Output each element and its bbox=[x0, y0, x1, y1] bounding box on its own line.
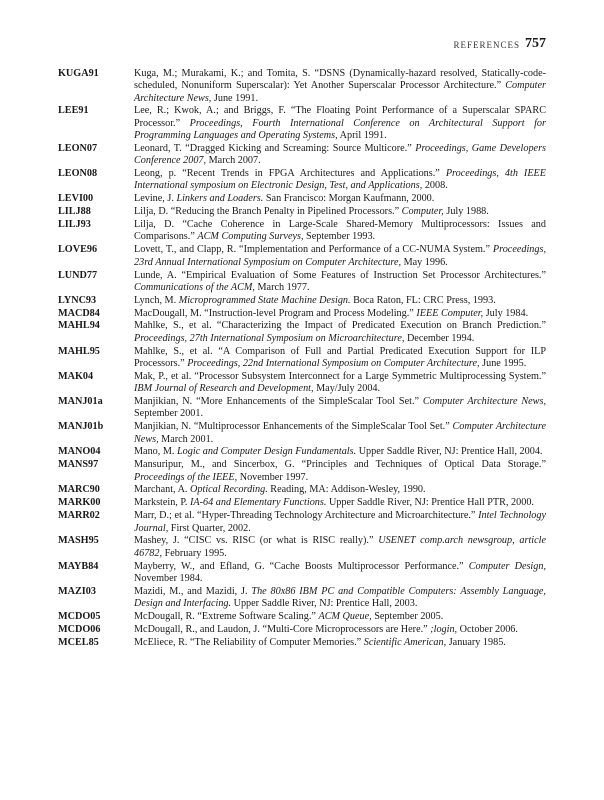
reference-entry bbox=[0, 105, 604, 142]
reference-citation bbox=[134, 105, 546, 142]
reference-citation bbox=[134, 206, 546, 218]
citation-text: Leonard, T. “Dragged Kicking and Screaming: Source Multicore.” bbox=[134, 142, 416, 154]
citation-text: Mahlke, S., et al. “Characterizing the Impact of Predicated Execution on Branch Prediction.” bbox=[134, 320, 546, 332]
reference-key: LEVI00 bbox=[58, 193, 94, 205]
reference-entry bbox=[0, 637, 604, 649]
reference-key: MCEL85 bbox=[58, 636, 99, 648]
reference-entry bbox=[0, 535, 604, 560]
citation-text: Lunde, A. “Empirical Evaluation of Some Features of Instruction Set Processor Architectures.” bbox=[134, 269, 546, 281]
reference-citation bbox=[134, 396, 546, 421]
citation-source: Computer Design, bbox=[468, 560, 546, 572]
citation-text: Mano, M. bbox=[134, 446, 178, 458]
citation-text: Markstein, P. bbox=[134, 497, 191, 509]
citation-source: Computer Architecture News, bbox=[134, 80, 546, 104]
reference-entry bbox=[0, 561, 604, 586]
reference-entry bbox=[0, 624, 604, 636]
citation-text: Lee, R.; Kwok, A.; and Briggs, F. “The Floating Point Performance of a Superscalar SPARC Processor.” bbox=[134, 105, 546, 129]
reference-key: LUND77 bbox=[58, 269, 98, 281]
reference-key: MARK00 bbox=[58, 497, 101, 509]
reference-key: MANO04 bbox=[58, 446, 101, 458]
citation-text: April 1991. bbox=[337, 130, 387, 142]
citation-text: March 2001. bbox=[158, 433, 214, 445]
citation-text: October 2006. bbox=[457, 623, 518, 635]
reference-key: LYNC93 bbox=[58, 294, 97, 306]
reference-key: MASH95 bbox=[58, 535, 99, 547]
citation-text: Mashey, J. “CISC vs. RISC (or what is RISC really).” bbox=[134, 535, 379, 547]
reference-entry bbox=[0, 459, 604, 484]
reference-entry bbox=[0, 68, 604, 105]
citation-source: Proceedings, 4th IEEE International symposium on Electronic Design, Test, and Applications, bbox=[134, 168, 546, 192]
citation-source: Proceedings, Game Developers Conference 2007, bbox=[134, 142, 546, 167]
citation-text: Manjikian, N. “More Enhancements of the SimpleScalar Tool Set.” bbox=[134, 396, 423, 408]
reference-key: MAZI03 bbox=[58, 585, 96, 597]
citation-text: September 2001. bbox=[134, 408, 204, 420]
citation-source: ;login, bbox=[430, 623, 458, 635]
reference-key: LEON08 bbox=[58, 168, 98, 180]
citation-text: January 1985. bbox=[446, 636, 506, 648]
citation-text: Kuga, M.; Murakami, K.; and Tomita, S. “DSNS (Dynamically-hazard resolved, Statically-code-scheduled, Nonuniform Superscalar): Yet Another Superscalar Processor Architecture.” bbox=[134, 68, 546, 92]
citation-text: September 1993. bbox=[303, 231, 376, 243]
reference-entry bbox=[0, 497, 604, 509]
citation-source: Proceedings, 22nd International Symposium on Computer Architecture, bbox=[187, 357, 480, 369]
citation-text: Lilja, D. “Cache Coherence in Large-Scale Shared-Memory Multiprocessors: Issues and Comparisons.” bbox=[134, 219, 546, 243]
citation-text: Upper Saddle River, NJ: Prentice Hall, 2003. bbox=[231, 598, 418, 610]
reference-citation bbox=[134, 611, 546, 623]
citation-source: USENET comp.arch newsgroup, article 46782, bbox=[134, 535, 546, 559]
citation-source: IEEE Computer, bbox=[416, 307, 484, 319]
citation-text: Upper Saddle River, NJ: Prentice Hall PTR, 2000. bbox=[326, 497, 534, 509]
reference-citation bbox=[134, 68, 546, 105]
citation-text: December 1994. bbox=[404, 332, 475, 344]
citation-source: Optical Recording. bbox=[190, 484, 268, 496]
citation-text: 2008. bbox=[422, 180, 448, 192]
reference-citation bbox=[134, 561, 546, 586]
reference-key: MARR02 bbox=[58, 510, 100, 522]
reference-key: MCDO05 bbox=[58, 611, 101, 623]
reference-key: LILJ88 bbox=[58, 206, 91, 218]
reference-entry bbox=[0, 446, 604, 458]
reference-entry bbox=[0, 219, 604, 244]
citation-text: November 1997. bbox=[237, 471, 309, 483]
citation-text: Mazidi, M., and Mazidi, J. bbox=[134, 585, 252, 597]
section-title: REFERENCES bbox=[453, 40, 520, 50]
reference-entry bbox=[0, 206, 604, 218]
reference-citation bbox=[134, 624, 546, 636]
reference-citation bbox=[134, 295, 546, 307]
citation-source: Computer, bbox=[401, 206, 444, 218]
reference-citation bbox=[134, 459, 546, 484]
citation-text: Leong, p. “Recent Trends in FPGA Architectures and Applications.” bbox=[134, 168, 446, 180]
citation-text: June 1991. bbox=[211, 92, 259, 104]
citation-text: Reading, MA: Addison-Wesley, 1990. bbox=[267, 484, 426, 496]
citation-source: Proceedings of the IEEE, bbox=[134, 471, 238, 483]
reference-entry bbox=[0, 586, 604, 611]
citation-text: Levine, J. bbox=[134, 193, 177, 205]
reference-key: MAK04 bbox=[58, 370, 94, 382]
citation-text: First Quarter, 2002. bbox=[168, 522, 251, 534]
reference-list bbox=[0, 68, 604, 649]
reference-entry bbox=[0, 396, 604, 421]
reference-key: MAHL95 bbox=[58, 345, 100, 357]
citation-text: September 2005. bbox=[371, 611, 444, 623]
reference-key: LEE91 bbox=[58, 105, 89, 117]
reference-key: MANJ01a bbox=[58, 396, 103, 408]
citation-text: Mahlke, S., et al. “A Comparison of Full and Partial Predicated Execution Support for ILP Processors.” bbox=[134, 345, 546, 369]
reference-key: KUGA91 bbox=[58, 68, 99, 79]
reference-entry bbox=[0, 244, 604, 269]
citation-source: Linkers and Loaders. bbox=[176, 193, 264, 205]
reference-citation bbox=[134, 497, 546, 509]
citation-source: Scientific American, bbox=[363, 636, 447, 648]
reference-citation bbox=[134, 346, 546, 371]
reference-entry bbox=[0, 308, 604, 320]
running-header bbox=[0, 37, 604, 53]
reference-key: LILJ93 bbox=[58, 219, 91, 231]
citation-text: May/July 2004. bbox=[313, 383, 381, 395]
reference-citation bbox=[134, 270, 546, 295]
reference-citation bbox=[134, 308, 546, 320]
citation-text: March 1977. bbox=[254, 281, 310, 293]
citation-text: McDougall, R., and Laudon, J. “Multi-Core Microprocessors are Here.” bbox=[134, 623, 431, 635]
reference-citation bbox=[134, 320, 546, 345]
reference-entry bbox=[0, 168, 604, 193]
citation-text: November 1984. bbox=[134, 572, 203, 584]
reference-key: MAYB84 bbox=[58, 560, 99, 572]
reference-citation bbox=[134, 446, 546, 458]
reference-citation bbox=[134, 143, 546, 168]
citation-text: Marr, D.; et al. “Hyper-Threading Technology Architecture and Microarchitecture.” bbox=[134, 510, 479, 522]
citation-source: Intel Technology Journal, bbox=[134, 510, 546, 534]
reference-citation bbox=[134, 535, 546, 560]
citation-text: February 1995. bbox=[162, 547, 227, 559]
reference-citation bbox=[134, 371, 546, 396]
reference-entry bbox=[0, 270, 604, 295]
reference-entry bbox=[0, 346, 604, 371]
reference-entry bbox=[0, 421, 604, 446]
reference-key: MAHL94 bbox=[58, 320, 100, 332]
page-number: 757 bbox=[525, 36, 546, 51]
reference-key: MACD84 bbox=[58, 307, 100, 319]
citation-text: Lynch, M. bbox=[134, 294, 179, 306]
reference-entry bbox=[0, 484, 604, 496]
citation-source: IA-64 and Elementary Functions. bbox=[190, 497, 327, 509]
citation-text: March 2007. bbox=[206, 155, 261, 167]
citation-text: Mak, P., et al. “Processor Subsystem Interconnect for a Large Symmetric Multiprocessing System.” bbox=[134, 370, 546, 382]
reference-citation bbox=[134, 219, 546, 244]
citation-text: McDougall, R. “Extreme Software Scaling.” bbox=[134, 611, 319, 623]
citation-source: Proceedings, 23rd Annual International Symposium on Computer Architecture, bbox=[134, 244, 546, 268]
citation-text: Mayberry, W., and Efland, G. “Cache Boosts Multiprocessor Performance.” bbox=[134, 560, 469, 572]
reference-citation bbox=[134, 193, 546, 205]
citation-source: Logic and Computer Design Fundamentals. bbox=[177, 446, 357, 458]
citation-text: Lilja, D. “Reducing the Branch Penalty in Pipelined Processors.” bbox=[134, 206, 402, 218]
citation-source: ACM Queue, bbox=[318, 611, 372, 623]
citation-source: Proceedings, 27th International Symposium on Microarchitecture, bbox=[134, 332, 405, 344]
reference-entry bbox=[0, 295, 604, 307]
citation-text: San Francisco: Morgan Kaufmann, 2000. bbox=[263, 193, 435, 205]
reference-entry bbox=[0, 320, 604, 345]
reference-entry bbox=[0, 193, 604, 205]
citation-text: Mansuripur, M., and Sincerbox, G. “Principles and Techniques of Optical Data Storage.” bbox=[134, 459, 546, 471]
reference-key: MARC90 bbox=[58, 484, 100, 496]
reference-entry bbox=[0, 143, 604, 168]
citation-text: Lovett, T., and Clapp, R. “Implementation and Performance of a CC-NUMA System.” bbox=[134, 244, 493, 256]
citation-text: May 1996. bbox=[401, 256, 448, 268]
reference-citation bbox=[134, 244, 546, 269]
reference-key: LOVE96 bbox=[58, 244, 98, 256]
citation-source: Computer Architecture News, bbox=[422, 396, 546, 408]
citation-text: July 1984. bbox=[483, 307, 529, 319]
citation-source: ACM Computing Surveys, bbox=[197, 231, 304, 243]
reference-key: LEON07 bbox=[58, 142, 98, 154]
citation-source: Microprogrammed State Machine Design. bbox=[178, 294, 351, 306]
reference-citation bbox=[134, 421, 546, 446]
citation-text: Upper Saddle River, NJ: Prentice Hall, 2004. bbox=[356, 446, 543, 458]
reference-key: MANJ01b bbox=[58, 421, 104, 433]
citation-text: July 1988. bbox=[443, 206, 489, 218]
reference-key: MCDO06 bbox=[58, 623, 101, 635]
citation-text: Manjikian, N. “Multiprocessor Enhancements of the SimpleScalar Tool Set.” bbox=[134, 421, 453, 433]
citation-source: Proceedings, Fourth International Conference on Architectural Support for Programming Languages and Operating Systems, bbox=[134, 117, 546, 142]
reference-entry bbox=[0, 611, 604, 623]
reference-citation bbox=[134, 637, 546, 649]
citation-text: McEliece, R. “The Reliability of Computer Memories.” bbox=[134, 636, 364, 648]
citation-source: The 80x86 IBM PC and Compatible Computers: Assembly Language, Design and Interfacing. bbox=[134, 585, 546, 610]
reference-citation bbox=[134, 484, 546, 496]
reference-citation bbox=[134, 168, 546, 193]
reference-citation bbox=[134, 510, 546, 535]
reference-entry bbox=[0, 510, 604, 535]
reference-citation bbox=[134, 586, 546, 611]
reference-key: MANS97 bbox=[58, 459, 99, 471]
citation-source: Communications of the ACM, bbox=[134, 281, 255, 293]
citation-text: Boca Raton, FL: CRC Press, 1993. bbox=[350, 294, 496, 306]
citation-text: MacDougall, M. “Instruction-level Program and Process Modeling.” bbox=[134, 307, 417, 319]
citation-source: Computer Architecture News, bbox=[134, 421, 546, 445]
reference-entry bbox=[0, 371, 604, 396]
citation-source: IBM Journal of Research and Development, bbox=[134, 383, 314, 395]
citation-text: June 1995. bbox=[479, 357, 527, 369]
citation-text: Marchant, A. bbox=[134, 484, 191, 496]
